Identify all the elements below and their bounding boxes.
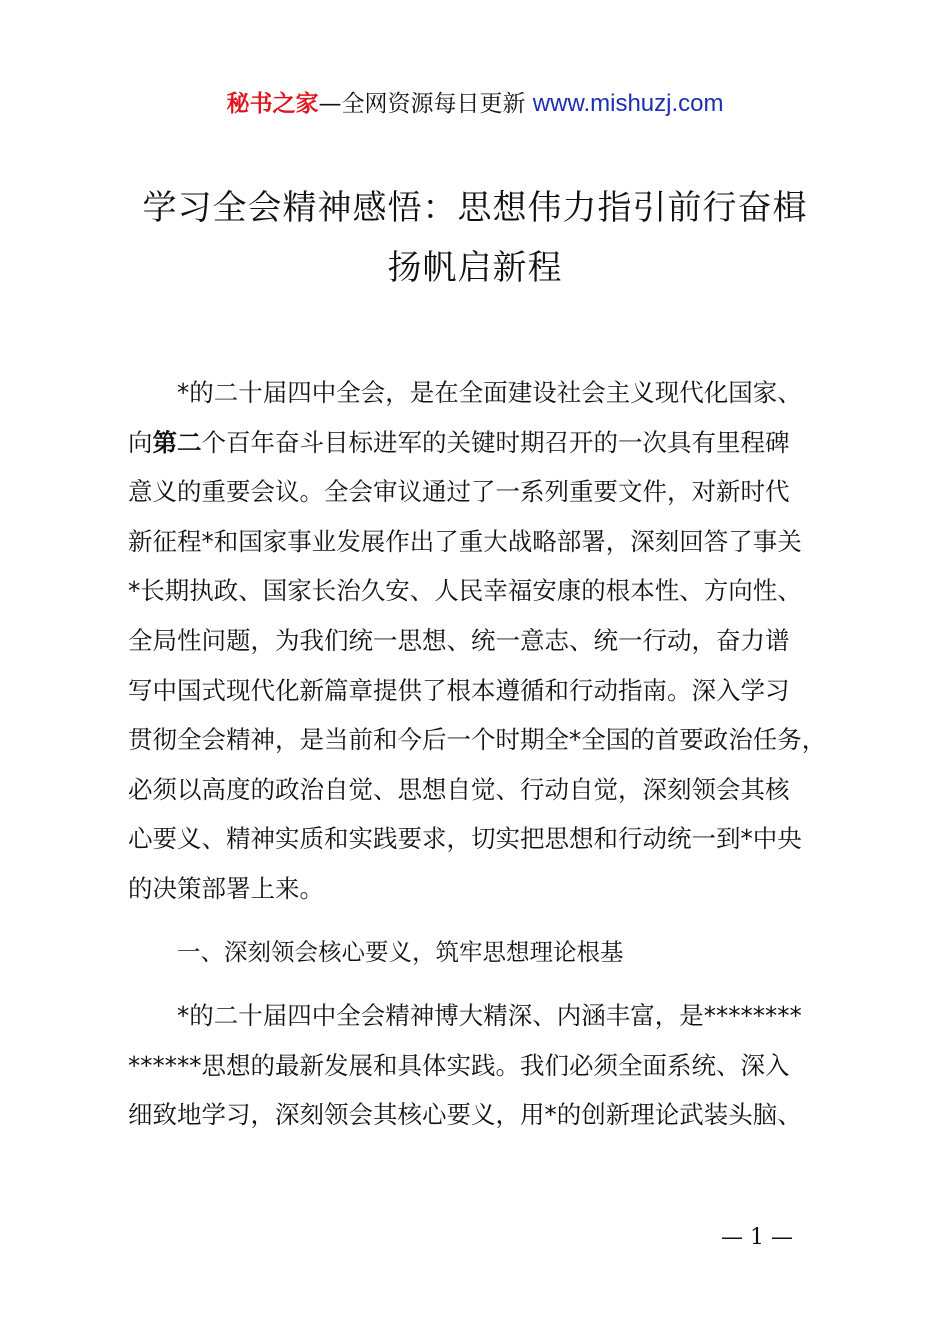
paragraph-line: 新征程*和国家事业发展作出了重大战略部署，深刻回答了事关	[128, 526, 802, 556]
paragraph-line: 的决策部署上来。	[128, 873, 324, 903]
paragraph-line: 必须以高度的政治自觉、思想自觉、行动自觉，深刻领会其核	[128, 774, 790, 804]
title-line-1: 学习全会精神感悟：思想伟力指引前行奋楫	[142, 188, 808, 228]
document-body	[128, 368, 858, 1140]
header-tagline: —全网资源每日更新	[318, 91, 533, 117]
bold-text-run: 第二	[152, 427, 202, 457]
brand-name: 秘书之家	[226, 91, 319, 117]
document-title	[0, 178, 950, 298]
paragraph-line: 贯彻全会精神，是当前和今后一个时期全*全国的首要政治任务，	[128, 725, 827, 755]
page-number: — 1 —	[721, 1225, 793, 1250]
section-heading: 一、深刻领会核心要义，筑牢思想理论根基	[177, 937, 624, 966]
site-header	[0, 86, 950, 122]
paragraph-line: 写中国式现代化新篇章提供了根本遵循和行动指南。深入学习	[128, 675, 790, 705]
paragraph-line: *的二十届四中全会精神博大精深、内涵丰富，是********	[177, 1001, 802, 1031]
paragraph-intro	[128, 368, 858, 914]
title-line-2: 扬帆启新程	[387, 248, 563, 288]
paragraph-line: 全局性问题，为我们统一思想、统一意志、统一行动，奋力谱	[128, 625, 790, 655]
paragraph-line: 意义的重要会议。全会审议通过了一系列重要文件，对新时代	[128, 477, 790, 507]
paragraph-line: ******思想的最新发展和具体实践。我们必须全面系统、深入	[128, 1050, 790, 1080]
paragraph-line	[128, 418, 858, 468]
paragraph-line: 心要义、精神实质和实践要求，切实把思想和行动统一到*中央	[128, 824, 802, 854]
paragraph-line: *的二十届四中全会，是在全面建设社会主义现代化国家、	[177, 378, 802, 407]
paragraph-section-1	[128, 991, 858, 1140]
site-url-link[interactable]: www.mishuzj.com	[532, 90, 724, 117]
paragraph-line: *长期执政、国家长治久安、人民幸福安康的根本性、方向性、	[128, 576, 802, 606]
text-run: 向	[128, 427, 153, 457]
paragraph-line: 细致地学习，深刻领会其核心要义，用*的创新理论武装头脑、	[128, 1100, 802, 1130]
text-run: 个百年奋斗目标进军的关键时期召开的一次具有里程碑	[201, 427, 790, 457]
